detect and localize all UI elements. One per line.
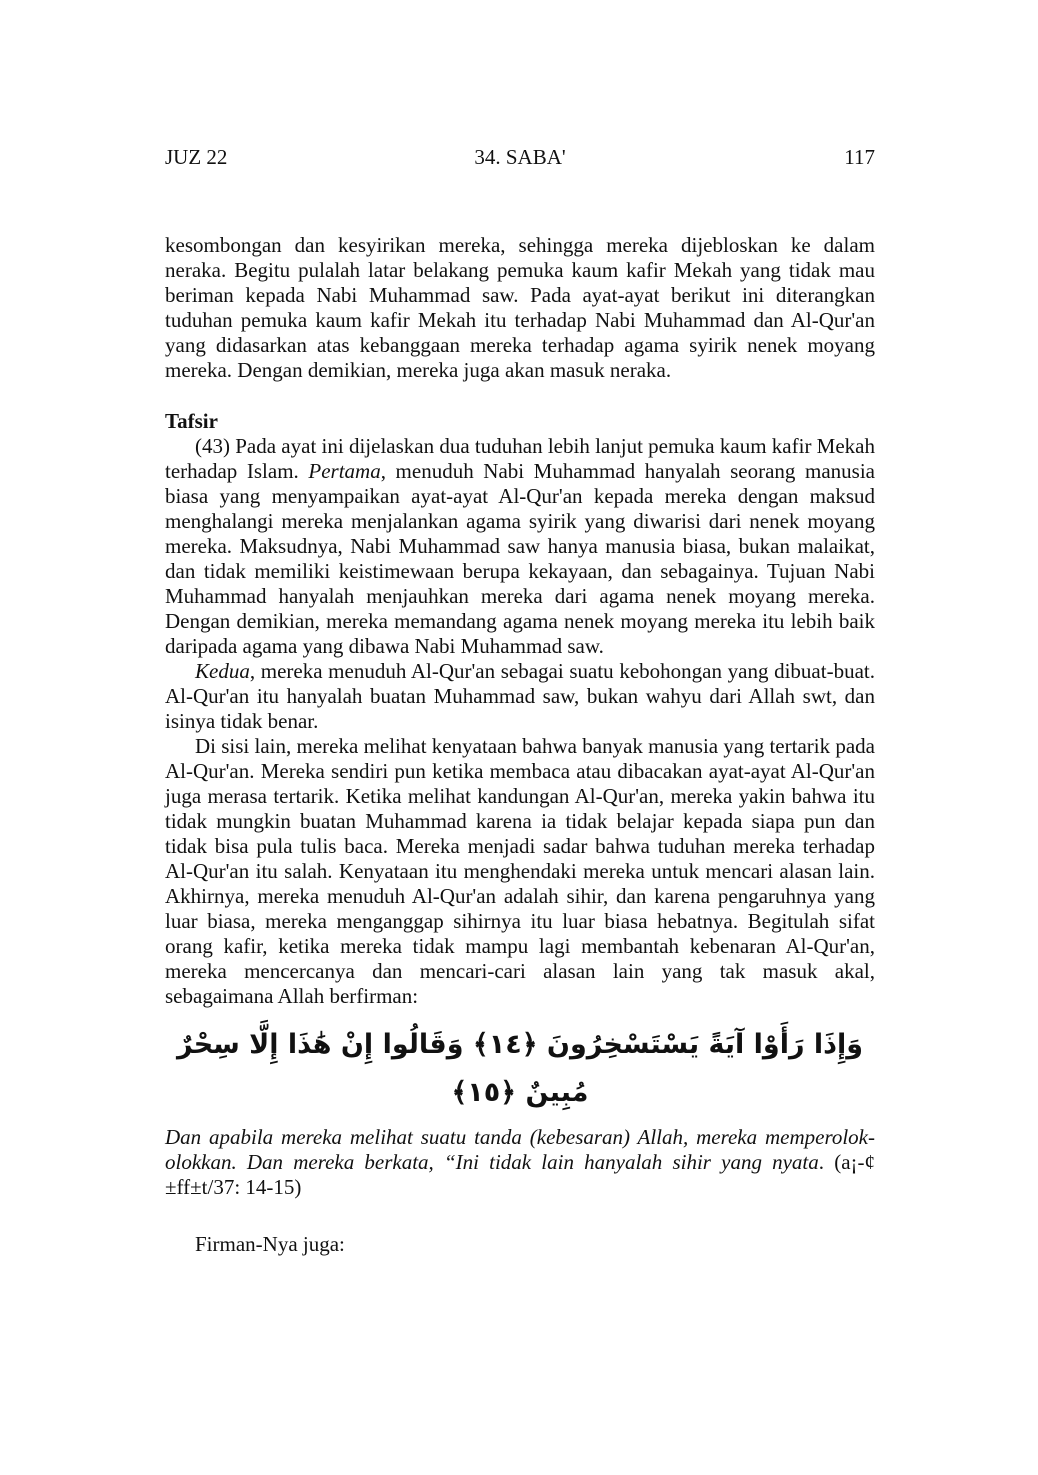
paragraph-di-sisi-lain: Di sisi lain, mereka melihat kenyataan bahwa banyak manusia yang tertarik pada Al-Qur'an. Mereka sendiri pun ketika membaca atau dibacakan ayat-ayat Al-Qur'an juga merasa tertarik. Ketika melihat kandungan Al-Qur'an, mereka yakin bahwa itu tidak mungkin buatan Muhammad karena ia tidak belajar kepada siapa pun dan tidak bisa pula tulis baca. Mereka menjadi sadar bahwa tuduhan mereka terhadap Al-Qur'an itu salah. Kenyataan itu menghendaki mereka untuk mencari alasan lain. Akhirnya, mereka menuduh Al-Qur'an adalah sihir, dan karena pengaruhnya yang luar biasa, mereka menganggap sihirnya itu luar biasa hebatnya. Begitulah sifat orang kafir, ketika mereka tidak mampu lagi membantah kebenaran Al-Qur'an, mereka mencercanya dan mencari-cari alasan lain yang tak masuk akal, sebagaimana Allah berfirman: — [165, 734, 875, 1008]
page-header — [165, 145, 875, 171]
p1-text-end: , menuduh Nabi Muhammad hanyalah seorang manusia biasa yang menyampaikan ayat-ayat Al-Qur'an kepada mereka dengan maksud menghalangi mereka menjalankan agama syirik yang diwarisi dari nenek moyang mereka. Maksudnya, Nabi Muhammad saw hanya manusia biasa, bukan malaikat, dan tidak memiliki keistimewaan berupa kekayaan, dan sebagainya. Tujuan Nabi Muhammad hanyalah menjauhkan mereka dari agama nenek moyang mereka. Dengan demikian, mereka memandang agama nenek moyang mereka itu lebih baik daripada agama yang dibawa Nabi Muhammad saw. — [165, 459, 876, 658]
arabic-verse: وَإِذَا رَأَوْا آيَةً يَسْتَسْخِرُونَ ﴿١٤﴾ وَقَالُوا إِنْ هَٰذَا إِلَّا سِحْرٌ مُبِينٌ ﴿١٥﴾ — [176, 1029, 864, 1108]
spacer — [165, 1200, 875, 1232]
surah-title: 34. SABA' — [474, 145, 566, 169]
intro-paragraph: kesombongan dan kesyirikan mereka, sehingga mereka dijebloskan ke dalam neraka. Begitu pulalah latar belakang pemuka kaum kafir Mekah yang tidak mau beriman kepada Nabi Muhammad saw. Pada ayat-ayat berikut ini diterangkan tuduhan pemuka kaum kafir Mekah itu terhadap Nabi Muhammad dan Al-Qur'an yang didasarkan atas kebanggaan mereka terhadap agama syirik nenek moyang mereka. Dengan demikian, mereka juga akan masuk neraka. — [165, 233, 875, 382]
juz-label: JUZ 22 — [165, 145, 228, 169]
verse-reference: . (a¡-¢±ff±t/37: 14-15) — [165, 1150, 875, 1199]
paragraph-kedua — [165, 659, 875, 734]
p1-emphasis: Pertama — [308, 459, 381, 483]
section-heading: Tafsir — [165, 409, 218, 433]
translation-text: Dan apabila mereka melihat suatu tanda (kebesaran) Allah, mereka memperolok-olokkan. Dan mereka berkata, “Ini tidak lain hanyalah sihir yang nyata — [165, 1125, 875, 1174]
closing-line: Firman-Nya juga: — [195, 1232, 345, 1256]
p1-text-start: (43) Pada ayat ini dijelaskan dua tuduhan lebih lanjut pemuka kaum kafir Mekah terhadap Islam. — [165, 434, 875, 483]
spacer — [165, 383, 875, 409]
p2-text: , mereka menuduh Al-Qur'an sebagai suatu kebohongan yang dibuat-buat. Al-Qur'an itu hanyalah buatan Muhammad saw, bukan wahyu dari Allah swt, dan isinya tidak benar. — [165, 659, 875, 733]
verse-translation — [165, 1125, 875, 1200]
paragraph-verse-43 — [165, 434, 875, 659]
page-number: 117 — [844, 145, 875, 169]
page-body — [165, 233, 875, 1257]
p2-emphasis: Kedua — [195, 659, 250, 683]
